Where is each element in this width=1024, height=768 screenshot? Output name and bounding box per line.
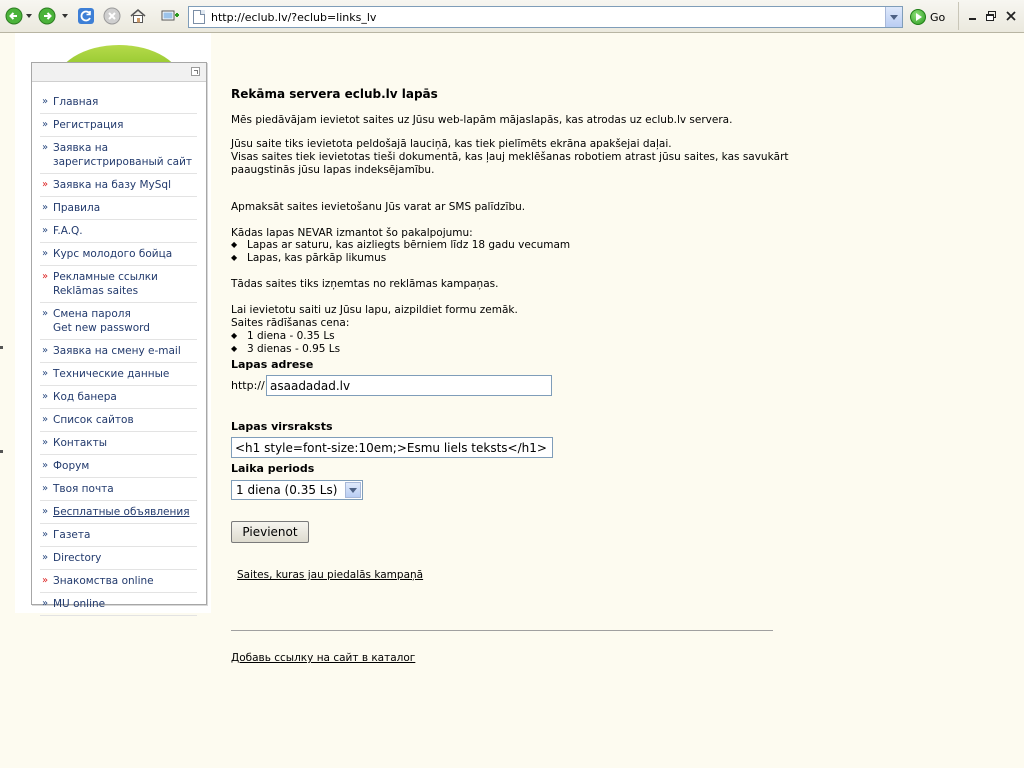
back-dropdown-icon[interactable] [26,14,32,18]
sidebar-item[interactable] [40,432,197,455]
sidebar-item[interactable] [40,570,197,593]
price-heading: Saites rādīšanas cena: [231,317,350,329]
divider [231,630,773,631]
bullet-arrow-icon: » [42,271,49,282]
page-title: Rekāma servera eclub.lv lapās [231,87,438,101]
bullet-arrow-icon: » [42,202,49,213]
bullet-arrow-icon: » [42,483,49,494]
bullet-arrow-icon: » [42,529,49,540]
sidebar-item-label[interactable]: Список сайтов [53,414,134,426]
restriction-item: ◆ Lapas, kas pārkāp likumus [231,252,386,265]
price-item: ◆ 3 dienas - 0.95 Ls [231,343,340,356]
sidebar-item[interactable] [40,266,197,303]
sidebar-item[interactable] [40,91,197,114]
home-icon[interactable] [128,6,148,26]
bullet-arrow-icon: » [42,119,49,130]
bullet-arrow-icon: » [42,225,49,236]
sidebar-item[interactable] [40,501,197,524]
go-arrow-icon [910,9,926,25]
add-to-catalog-link[interactable]: Добавь ссылку на сайт в каталог [231,652,416,664]
sidebar-item[interactable] [40,478,197,501]
sidebar-menu [31,62,207,610]
sidebar-item[interactable] [40,137,197,174]
stop-icon[interactable] [102,6,122,26]
sidebar-item[interactable] [40,340,197,363]
sidebar-item-label[interactable]: Бесплатные объявления [53,506,190,518]
sidebar-item-label[interactable]: F.A.Q. [53,225,83,237]
restriction-item: ◆ Lapas ar saturu, kas aizliegts bērniem līdz 18 gadu vecumam [231,239,570,252]
address-prefix: http:// [231,379,265,392]
sidebar-item[interactable] [40,363,197,386]
restore-icon[interactable] [984,9,998,23]
sidebar-item[interactable] [40,409,197,432]
sidebar-item-label[interactable]: Контакты [53,437,108,449]
sidebar-item-label[interactable]: Правила [53,202,101,214]
sidebar-item[interactable] [40,386,197,409]
sidebar-menu-list [40,91,197,616]
sidebar-item-label[interactable]: Регистрация [53,119,124,131]
sidebar-item-label[interactable]: Форум [53,460,90,472]
submit-button[interactable]: Pievienot [231,521,309,543]
sidebar-item-label[interactable]: Смена пароля [53,308,131,320]
payment-text: Apmaksāt saites ievietošanu Jūs varat ar SMS palīdzību. [231,201,526,213]
collapse-icon[interactable] [191,67,200,76]
bullet-arrow-icon: » [42,179,49,190]
sidebar-item-label[interactable]: Технические данные [53,368,170,380]
sidebar-header [32,63,206,82]
sidebar-item[interactable] [40,114,197,137]
sidebar-item-label[interactable]: MU online [53,598,106,610]
browser-toolbar [0,0,1024,33]
back-icon[interactable] [4,6,24,26]
page-icon [193,10,205,24]
sidebar-item[interactable] [40,547,197,570]
minimize-icon[interactable] [966,9,980,23]
forward-dropdown-icon[interactable] [62,14,68,18]
sidebar-item-label[interactable]: Заявка на [53,142,109,154]
removal-text: Tādas saites tiks izņemtas no reklāmas kampaņas. [231,278,499,290]
close-icon[interactable] [1004,9,1018,23]
restrictions-heading: Kādas lapas NEVAR izmantot šo pakalpojumu: [231,227,473,239]
site-address-input[interactable] [266,375,552,396]
period-select[interactable] [231,480,363,500]
address-input[interactable] [211,9,871,25]
sidebar-item-label[interactable]: Курс молодого бойца [53,248,173,260]
forward-icon[interactable] [37,6,57,26]
sidebar-item[interactable] [40,593,197,616]
bullet-arrow-icon: » [42,460,49,471]
site-title-input[interactable] [231,437,553,458]
sidebar-item[interactable] [40,197,197,220]
sidebar-item[interactable] [40,174,197,197]
sidebar-item-label[interactable]: Твоя почта [53,483,114,495]
sidebar-item-label[interactable]: зарегистрированый сайт [53,156,193,168]
bullet-arrow-icon: » [42,391,49,402]
price-item: ◆ 1 diena - 0.35 Ls [231,330,335,343]
address-label: Lapas adrese [231,358,314,371]
sidebar-item-label[interactable]: Рекламные ссылки [53,271,158,283]
sidebar-item[interactable] [40,455,197,478]
info-text-2: Visas saites tiek ievietotas tieši dokumentā, kas ļauj meklēšanas robotiem atrast jūsu saites, kas savukārt [231,151,789,163]
title-label: Lapas virsraksts [231,420,333,433]
refresh-icon[interactable] [76,6,96,26]
bullet-arrow-icon: » [42,96,49,107]
info-text-1: Jūsu saite tiks ievietota peldošajā lauciņā, kas tiek pielīmēts ekrāna apakšejai daļai. [231,138,672,150]
bullet-arrow-icon: » [42,437,49,448]
sidebar-item-label[interactable]: Get new password [53,322,150,334]
bullet-arrow-icon: » [42,598,49,609]
bullet-arrow-icon: » [42,142,49,153]
chevron-down-icon[interactable] [345,482,361,498]
edge-marker [0,346,3,349]
sidebar-item-label[interactable]: Код банера [53,391,117,403]
sidebar-item-label[interactable]: Заявка на смену e-mail [53,345,181,357]
media-icon[interactable] [160,6,180,26]
address-bar[interactable] [188,6,903,28]
sidebar-item-label[interactable]: Заявка на базу MySql [53,179,171,191]
sidebar-item-label[interactable]: Главная [53,96,99,108]
sidebar-item-label[interactable]: Газета [53,529,91,541]
edge-marker [0,450,3,453]
period-select-value: 1 diena (0.35 Ls) [236,483,338,497]
period-label: Laika periods [231,462,315,475]
bullet-arrow-icon: » [42,575,49,586]
bullet-arrow-icon: » [42,506,49,517]
sidebar-item[interactable] [40,220,197,243]
sidebar-item-label[interactable]: Знакомства online [53,575,154,587]
bullet-arrow-icon: » [42,414,49,425]
bullet-arrow-icon: » [42,308,49,319]
info-text-3: paaugstinās jūsu lapas indeksējamību. [231,164,435,176]
sidebar-item-label[interactable]: Directory [53,552,102,564]
sidebar-item[interactable] [40,524,197,547]
intro-text: Mēs piedāvājam ievietot saites uz Jūsu web-lapām mājaslapās, kas atrodas uz eclub.lv servera. [231,114,733,126]
bullet-arrow-icon: » [42,552,49,563]
separator [958,2,959,30]
sidebar-item[interactable] [40,303,197,340]
form-intro-text: Lai ievietotu saiti uz Jūsu lapu, aizpildiet formu zemāk. [231,304,518,316]
address-dropdown-button[interactable] [885,7,902,27]
sidebar-item[interactable] [40,243,197,266]
go-label: Go [930,10,946,24]
go-button[interactable] [910,8,945,26]
campaign-links-link[interactable]: Saites, kuras jau piedalās kampaņā [237,569,424,581]
bullet-arrow-icon: » [42,368,49,379]
bullet-arrow-icon: » [42,248,49,259]
sidebar-item-label[interactable]: Reklāmas saites [53,285,139,297]
bullet-arrow-icon: » [42,345,49,356]
